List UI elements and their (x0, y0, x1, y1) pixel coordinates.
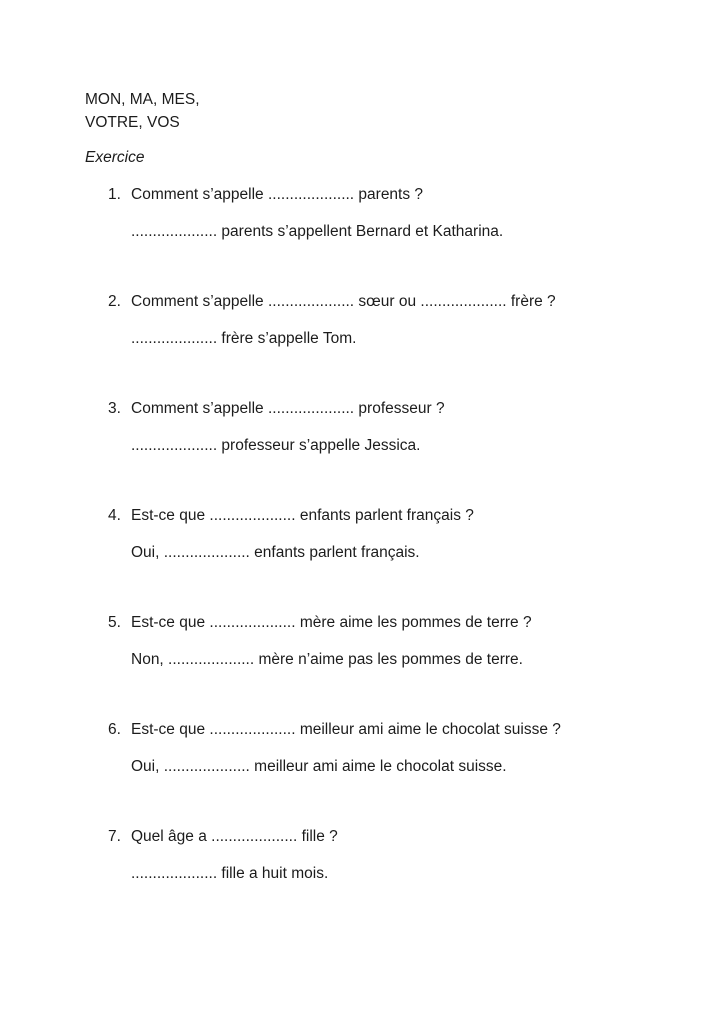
answer-text: .................... professeur s’appelle Jessica. (131, 437, 421, 454)
answer-text: Oui, .................... meilleur ami aime le chocolat suisse. (131, 758, 507, 775)
item-number: 3. (108, 400, 121, 417)
answer-text: .................... parents s’appellent Bernard et Katharina. (131, 223, 504, 240)
item-content (131, 613, 664, 670)
item-number: 2. (108, 293, 121, 310)
question-text: Quel âge a .................... fille ? (131, 828, 338, 845)
question-text: Comment s’appelle .................... parents ? (131, 186, 424, 203)
item-content (131, 399, 664, 456)
item-number: 6. (108, 721, 121, 738)
exercise-item-6 (108, 720, 664, 777)
answer-text: .................... frère s’appelle Tom. (131, 330, 357, 347)
title-line-2: VOTRE, VOS (85, 114, 180, 131)
item-content (131, 827, 664, 884)
exercise-item-2 (108, 292, 664, 349)
question-text: Comment s’appelle .................... sœur ou .................... frère ? (131, 293, 556, 310)
exercise-item-7 (108, 827, 664, 884)
worksheet-title (85, 88, 664, 134)
item-content (131, 506, 664, 563)
exercise-list (85, 185, 664, 884)
item-number: 4. (108, 507, 121, 524)
answer-text: Oui, .................... enfants parlent français. (131, 544, 420, 561)
exercise-item-1 (108, 185, 664, 242)
item-content (131, 720, 664, 777)
question-text: Comment s’appelle .................... professeur ? (131, 400, 445, 417)
exercise-item-4 (108, 506, 664, 563)
item-number: 5. (108, 614, 121, 631)
title-line-1: MON, MA, MES, (85, 91, 200, 108)
item-content (131, 292, 664, 349)
question-text: Est-ce que .................... mère aime les pommes de terre ? (131, 614, 532, 631)
answer-text: Non, .................... mère n’aime pas les pommes de terre. (131, 651, 523, 668)
question-text: Est-ce que .................... enfants parlent français ? (131, 507, 474, 524)
question-text: Est-ce que .................... meilleur ami aime le chocolat suisse ? (131, 721, 561, 738)
exercise-item-3 (108, 399, 664, 456)
section-label-exercice: Exercice (85, 149, 145, 166)
exercise-item-5 (108, 613, 664, 670)
item-number: 7. (108, 828, 121, 845)
item-content (131, 185, 664, 242)
answer-text: .................... fille a huit mois. (131, 865, 329, 882)
item-number: 1. (108, 186, 121, 203)
